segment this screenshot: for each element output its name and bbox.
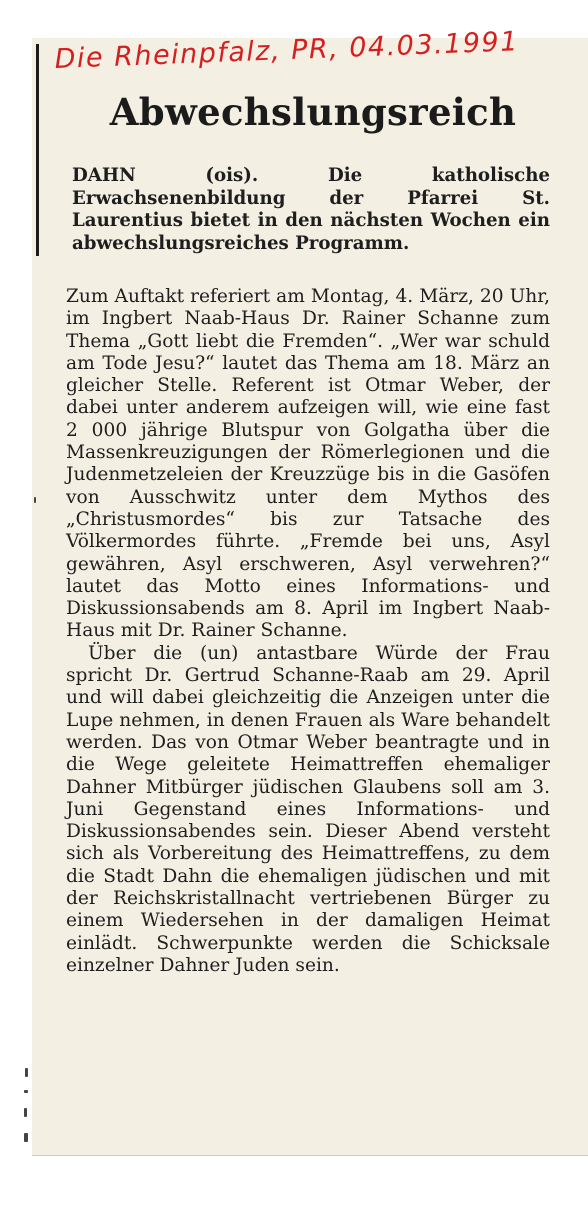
article-paragraph: Über die (un) antastbare Würde der Frau spricht Dr. Gertrud Schanne-Raab am 29. April und will dabei gleichzeitig die Anzeigen unter die Lupe nehmen, in denen Frauen als Ware behandelt werden. Das von Otmar Weber beantragte und in die Wege geleitete Heimattreffen ehemaliger Dahner Mitbürger jüdischen Glaubens soll am 3. Juni Gegenstand eines Informations- und Diskussionsabendes sein. Dieser Abend versteht sich als Vorbereitung des Heimattreffens, zu dem die Stadt Dahn die ehemaligen jüdischen und mit der Reichskristallnacht vertriebenen Bürger zu einem Wiedersehen in der damaligen Heimat einlädt. Schwerpunkte werden die Schicksale einzelner Dahner Juden sein.	[66, 642, 550, 976]
scan-speck	[24, 1108, 27, 1117]
article-body	[66, 286, 550, 977]
handwritten-source-note: Die Rheinpfalz, PR, 04.03.1991	[54, 26, 520, 75]
scan-speck	[24, 1133, 28, 1142]
scan-speck	[34, 497, 36, 503]
article-paragraph: Zum Auftakt referiert am Montag, 4. März, 20 Uhr, im Ingbert Naab-Haus Dr. Rainer Schanne zum Thema „Gott liebt die Fremden“. „Wer war schuld am Tode Jesu?“ lautet das Thema am 18. März an gleicher Stelle. Referent ist Otmar Weber, der dabei unter anderem aufzeigen will, wie eine fast 2 000 jährige Blutspur von Golgatha über die Massenkreuzigungen der Römerlegionen und die Judenmetzeleien der Kreuzzüge bis in die Gasöfen von Ausschwitz unter dem Mythos des „Christusmordes“ bis zur Tatsache des Völkermordes führte. „Fremde bei uns, Asyl gewähren, Asyl erschweren, Asyl verwehren?“ lautet das Motto eines Informations- und Diskussionsabends am 8. April im Ingbert Naab-Haus mit Dr. Rainer Schanne.	[66, 286, 550, 642]
scan-speck	[24, 1090, 28, 1093]
article-headline: Abwechslungsreich	[109, 90, 517, 134]
scan-speck	[25, 1068, 28, 1077]
article-lead: DAHN (ois). Die katholische Erwachsenenbildung der Pfarrei St. Laurentius bietet in den nächsten Wochen ein abwechslungsreiches Programm.	[72, 165, 550, 254]
column-rule	[36, 44, 39, 256]
